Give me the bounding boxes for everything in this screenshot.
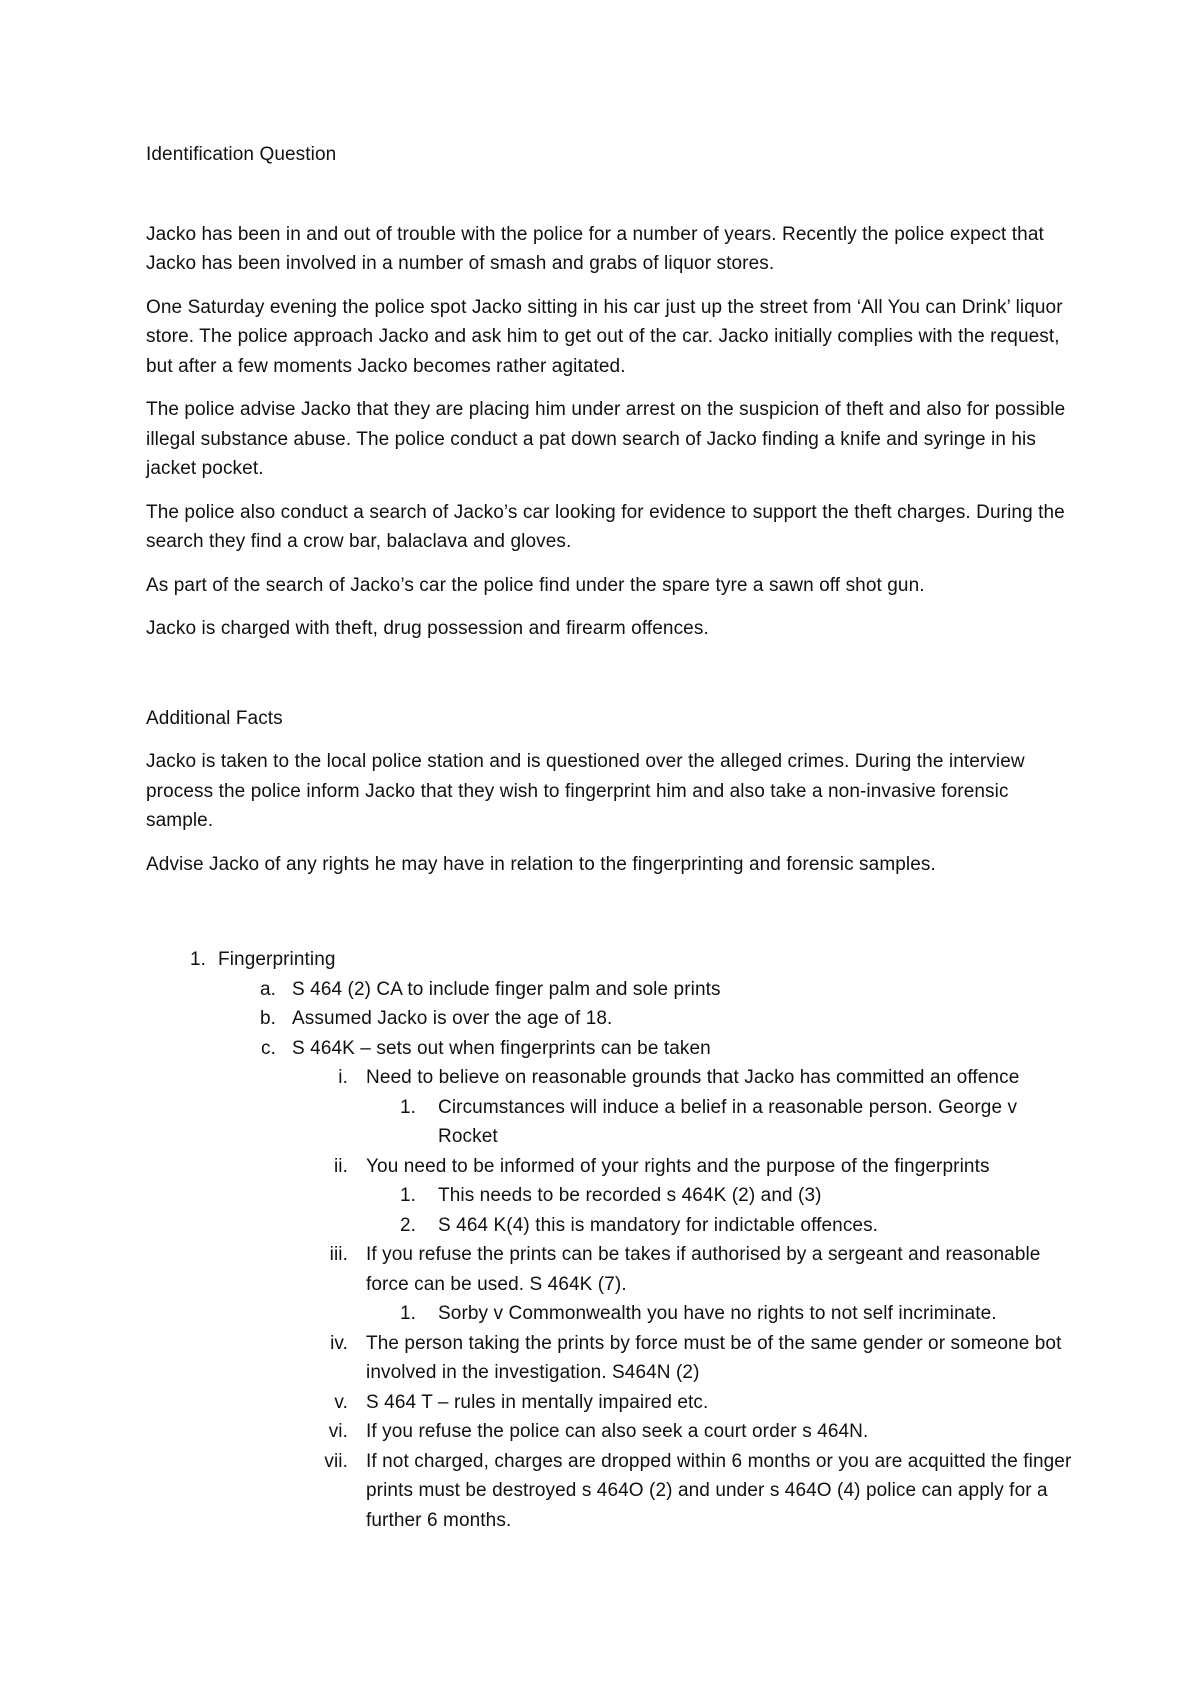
paragraph-station: Jacko is taken to the local police station and is questioned over the alleged crimes. During the interview process the police inform Jacko that they wish to fingerprint him and also take a non-invasive forensic sample. (146, 751, 1025, 831)
list-item-text: S 464 (2) CA to include finger palm and sole prints (292, 978, 721, 1000)
list-item-c-iii-1 (146, 1299, 1076, 1329)
list-item-c-iv (146, 1329, 1076, 1388)
list-item-text: If you refuse the prints can be takes if authorised by a sergeant and reasonable force can be used. S 464K (7). (366, 1244, 1041, 1295)
list-marker: 1. (399, 1096, 416, 1118)
list-item-text: If you refuse the police can also seek a court order s 464N. (366, 1421, 869, 1442)
list-marker: b. (259, 1008, 276, 1029)
list-item-text: Assumed Jacko is over the age of 18. (292, 1008, 613, 1029)
list-item-c-i-1 (146, 1093, 1076, 1152)
list-marker: 1. (189, 949, 206, 970)
paragraph-car-search: The police also conduct a search of Jacko’s car looking for evidence to support the theft charges. During the search they find a crow bar, balaclava and gloves. (146, 501, 1065, 552)
document-title: Identification Question (146, 144, 337, 165)
section-spacer (146, 658, 1076, 704)
list-marker: iv. (330, 1332, 348, 1354)
list-item-text: This needs to be recorded s 464K (2) and (3) (438, 1185, 822, 1206)
list-item-c-ii-2 (146, 1211, 1076, 1241)
list-marker: v. (334, 1391, 348, 1413)
list-marker: 1. (399, 1303, 416, 1324)
list-marker: 2. (399, 1214, 416, 1236)
list-item-c-vii (146, 1447, 1076, 1536)
paragraph-background: Jacko has been in and out of trouble with the police for a number of years. Recently the police expect that Jacko has been involved in a number of smash and grabs of liquor stores. (146, 223, 1044, 274)
list-item-text: S 464 T – rules in mentally impaired etc. (366, 1391, 709, 1413)
paragraph-shotgun: As part of the search of Jacko’s car the police find under the spare tyre a sawn off shot gun. (146, 574, 925, 596)
list-item-text: You need to be informed of your rights and the purpose of the fingerprints (366, 1155, 990, 1177)
list-item-c-i (146, 1063, 1076, 1093)
list-item-text: Circumstances will induce a belief in a reasonable person. George v Rocket (438, 1096, 1018, 1147)
list-item-text: Fingerprinting (218, 949, 336, 970)
list-marker: vii. (324, 1450, 348, 1472)
list-item-c-v (146, 1388, 1076, 1418)
list-item-a (146, 975, 1076, 1005)
document-page (146, 140, 1076, 1535)
list-marker: c. (261, 1037, 276, 1059)
list-marker: a. (259, 978, 276, 1000)
outline-list (146, 945, 1076, 1535)
list-item-c-ii (146, 1152, 1076, 1182)
list-item-text: Sorby v Commonwealth you have no rights to not self incriminate. (438, 1303, 997, 1324)
paragraph-saturday: One Saturday evening the police spot Jacko sitting in his car just up the street from ‘All You can Drink’ liquor store. The police approach Jacko and ask him to get out of the car. Jacko initially complies with the request, but after a few moments Jacko becomes rather agitated. (146, 296, 1063, 377)
paragraph-advise: Advise Jacko of any rights he may have in relation to the fingerprinting and forensic samples. (146, 853, 936, 875)
list-item-c (146, 1034, 1076, 1064)
additional-facts-heading: Additional Facts (146, 707, 283, 729)
list-item-c-vi (146, 1417, 1076, 1447)
list-marker: i. (338, 1067, 348, 1088)
list-spacer (146, 893, 1076, 945)
paragraph-charges: Jacko is charged with theft, drug possession and firearm offences. (146, 618, 709, 639)
list-item-b (146, 1004, 1076, 1034)
list-item-text: The person taking the prints by force must be of the same gender or someone bot involved in the investigation. S464N (2) (366, 1332, 1062, 1383)
list-item-text: S 464 K(4) this is mandatory for indictable offences. (438, 1214, 879, 1236)
list-item-text: Need to believe on reasonable grounds that Jacko has committed an offence (366, 1067, 1020, 1088)
list-marker: ii. (333, 1155, 348, 1177)
list-marker: iii. (329, 1244, 348, 1265)
list-item-c-ii-1 (146, 1181, 1076, 1211)
list-item-text: S 464K – sets out when fingerprints can be taken (292, 1037, 711, 1059)
list-item-c-iii (146, 1240, 1076, 1299)
paragraph-arrest: The police advise Jacko that they are placing him under arrest on the suspicion of theft and also for possible illegal substance abuse. The police conduct a pat down search of Jacko finding a knife and syringe in his jacket pocket. (146, 399, 1066, 479)
list-item-text: If not charged, charges are dropped within 6 months or you are acquitted the finger prints must be destroyed s 464O (2) and under s 464O (4) police can apply for a further 6 months. (366, 1450, 1072, 1531)
list-item-fingerprinting (146, 945, 1076, 975)
list-marker: 1. (399, 1185, 416, 1206)
list-marker: vi. (328, 1421, 348, 1442)
